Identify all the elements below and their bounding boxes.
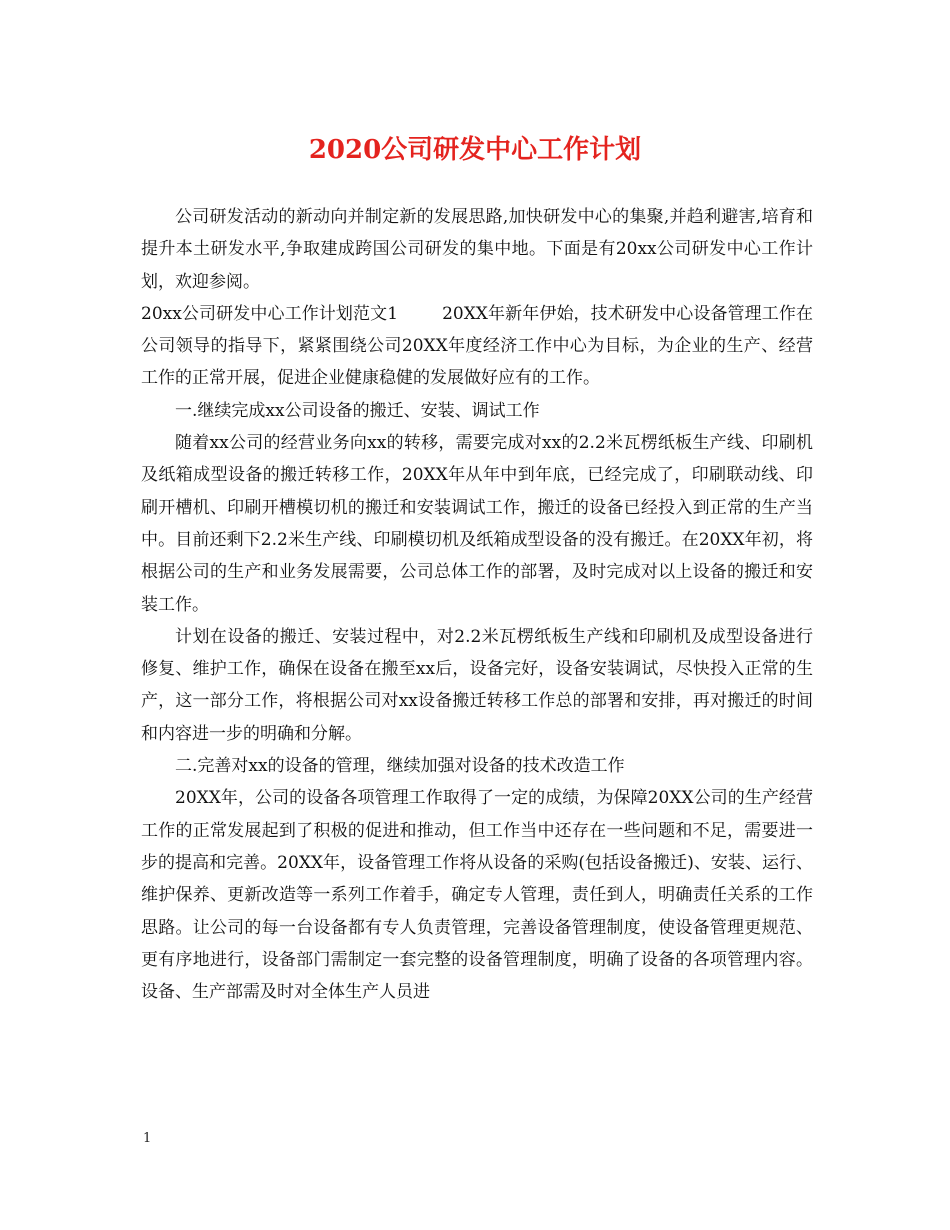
relocation-paragraph: 随着xx公司的经营业务向xx的转移，需要完成对xx的2.2米瓦楞纸板生产线、印刷机及纸箱成型设备的搬迁转移工作，20XX年从年中到年底，已经完成了，印刷联动线、印刷开槽机、印刷开槽模切机的搬迁和安装调试工作，搬迁的设备已经投入到正常的生产当中。目前还剩下2.2米生产线、印刷模切机及纸箱成型设备的没有搬迁。在20XX年初，将根据公司的生产和业务发展需要，公司总体工作的部署，及时完成对以上设备的搬迁和安装工作。 [141, 433, 813, 615]
plan-paragraph: 计划在设备的搬迁、安装过程中，对2.2米瓦楞纸板生产线和印刷机及成型设备进行修复、维护工作，确保在设备在搬至xx后，设备完好，设备安装调试，尽快投入正常的生产，这一部分工作，将根据公司对xx设备搬迁转移工作总的部署和安排，再对搬迁的时间和内容进一步的明确和分解。 [141, 626, 813, 744]
management-paragraph: 20XX年，公司的设备各项管理工作取得了一定的成绩，为保障20XX公司的生产经营工作的正常发展起到了积极的促进和推动，但工作当中还存在一些问题和不足，需要进一步的提高和完善。20XX年，设备管理工作将从设备的采购(包括设备搬迁)、安装、运行、维护保养、更新改造等一系列工作着手，确定专人管理，责任到人，明确责任关系的工作思路。让公司的每一台设备都有专人负责管理，完善设备管理制度，使设备管理更规范、更有序地进行，设备部门需制定一套完整的设备管理制度，明确了设备的各项管理内容。设备、生产部需及时对全体生产人员进 [141, 788, 813, 1003]
document-title: 2020公司研发中心工作计划 [308, 135, 642, 165]
document-body [141, 201, 813, 1008]
section-heading-two: 二.完善对xx的设备的管理，继续加强对设备的技术改造工作 [175, 756, 625, 777]
page-number: 1 [143, 1131, 152, 1146]
sample-text: 20XX年新年伊始，技术研发中心设备管理工作在公司领导的指导下，紧紧围绕公司20XX年度经济工作中心为目标，为企业的生产、经营工作的正常开展，促进企业健康稳健的发展做好应有的工作。 [141, 303, 813, 389]
intro-paragraph: 公司研发活动的新动向并制定新的发展思路,加快研发中心的集聚,并趋利避害,培育和提升本土研发水平,争取建成跨国公司研发的集中地。下面是有20xx公司研发中心工作计划，欢迎参阅。 [141, 207, 813, 292]
sample-label: 20xx公司研发中心工作计划范文1 [141, 303, 399, 324]
section-heading-one: 一.继续完成xx公司设备的搬迁、安装、调试工作 [175, 400, 540, 421]
sample-paragraph [141, 298, 813, 395]
